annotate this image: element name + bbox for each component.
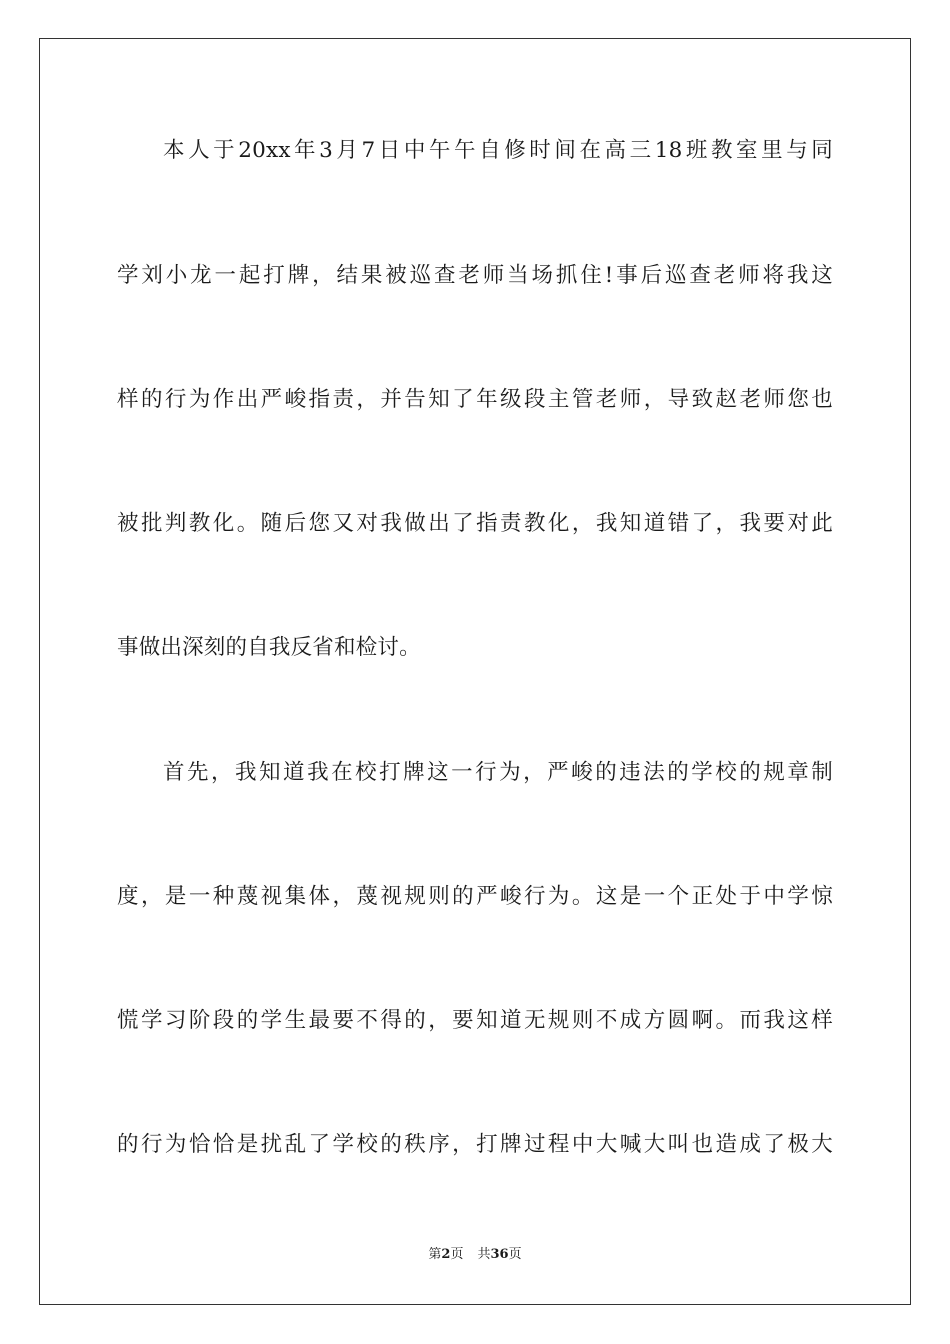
total-pages: 36 — [490, 1247, 509, 1262]
paragraph-1-line-4: 被批判教化。随后您又对我做出了指责教化，我知道错了，我要对此 — [117, 511, 833, 536]
paragraph-1-line-3: 样的行为作出严峻指责，并告知了年级段主管老师，导致赵老师您也 — [117, 387, 833, 412]
page-suffix: 页 — [450, 1247, 464, 1262]
total-suffix: 页 — [508, 1247, 522, 1262]
paragraph-2-line-2: 度，是一种蔑视集体，蔑视规则的严峻行为。这是一个正处于中学惊 — [117, 884, 833, 909]
paragraph-2-line-4: 的行为恰恰是扰乱了学校的秩序，打牌过程中大喊大叫也造成了极大 — [117, 1132, 833, 1157]
page-frame — [39, 38, 911, 1305]
paragraph-1-line-1: 本人于20xx年3月7日中午午自修时间在高三18班教室里与同 — [163, 138, 833, 163]
paragraph-1-line-2: 学刘小龙一起打牌，结果被巡查老师当场抓住!事后巡查老师将我这 — [117, 263, 833, 288]
page-footer — [0, 1245, 950, 1265]
total-prefix: 共 — [477, 1247, 491, 1262]
paragraph-2-line-1: 首先，我知道我在校打牌这一行为，严峻的违法的学校的规章制 — [163, 760, 833, 785]
page-prefix: 第 — [428, 1247, 442, 1262]
page-number: 2 — [441, 1247, 451, 1262]
paragraph-1-line-5: 事做出深刻的自我反省和检讨。 — [117, 635, 421, 660]
paragraph-2-line-3: 慌学习阶段的学生最要不得的，要知道无规则不成方圆啊。而我这样 — [117, 1008, 833, 1033]
